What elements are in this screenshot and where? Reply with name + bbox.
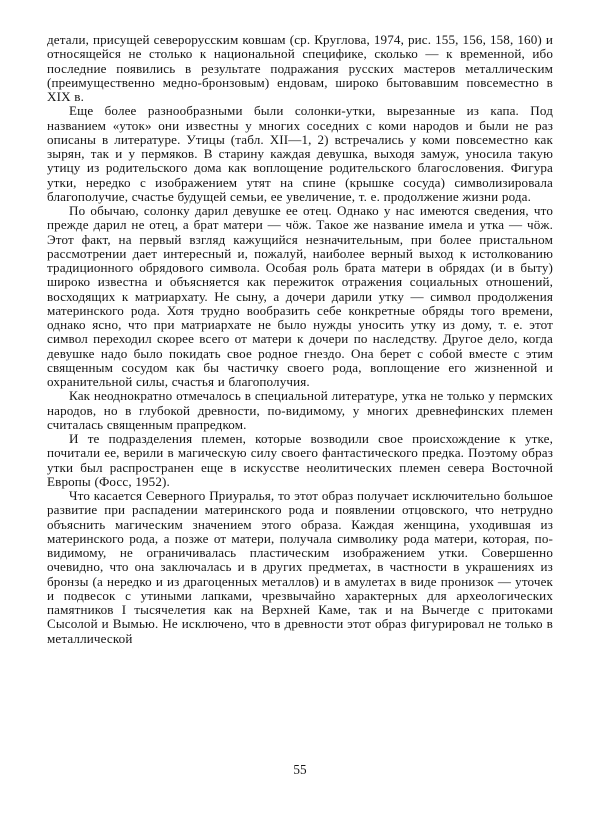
page-text-block bbox=[47, 33, 553, 646]
paragraph-2: Еще более разнообразными были солонки-утки, вырезанные из капа. Под названием «уток» они известны у многих соседних с коми народов и были не раз описаны в литературе. Утицы (табл. XII—1, 2) встречались у коми повсеместно как зырян, так и у пермяков. В старину каждая девушка, выходя замуж, уносила такую утицу из родительского дома как воплощение родительского благословения. Фигура утки, нередко с изображением утят на спине (крышке сосуда) символизировала благополучие, счастье будущей семьи, ее увеличение, т. е. продолжение жизни рода. bbox=[47, 103, 553, 204]
paragraph-1: детали, присущей северорусским ковшам (ср. Круглова, 1974, рис. 155, 156, 158, 160) и относящейся не столько к национальной специфике, сколько — к временной, ибо последние появились в результате подражания русских мастеров металлическим (преимущественно медно-бронзовым) ендовам, широко бытовавшим повсеместно в XIX в. bbox=[47, 32, 553, 104]
paragraph-5: И те подразделения племен, которые возводили свое происхождение к утке, почитали ее, верили в магическую силу своего фантастического предка. Поэтому образ утки был распространен еще в искусстве неолитических племен севера Восточной Европы (Фосс, 1952). bbox=[47, 431, 553, 489]
page-number: 55 bbox=[293, 762, 307, 777]
paragraph-3: По обычаю, солонку дарил девушке ее отец. Однако у нас имеются сведения, что прежде дарил не отец, а брат матери — чӧж. Такое же название имела и утка — чӧж. Этот факт, на первый взгляд кажущийся незначительным, при более пристальном рассмотрении дает интересный и, пожалуй, наиболее верный выход к истолкованию традиционного обрядового символа. Особая роль брата матери в обрядах (и в быту) широко известна и объясняется как пережиток отражения социальных отношений, восходящих к матриархату. Не сыну, а дочери дарили утку — символ продолжения материнского рода. Хотя трудно вообразить себе конкретные обряды того времени, однако ясно, что при матриархате не было нужды уносить утку из дому, т. е. этот символ переходил скорее всего от матери к дочери по наследству. Другое дело, когда девушке надо было покидать свое родное гнездо. Она берет с собой вместе с этим священным сосудом как бы частичку своего рода, воплощение его жизненной и охранительной силы, счастья и благополучия. bbox=[47, 203, 553, 389]
paragraph-6: Что касается Северного Приуралья, то этот образ получает исключительно большое развитие при распадении материнского рода и появлении отцовского, что нетрудно объяснить магическим значением этого образа. Каждая женщина, уходившая из материнского рода, а позже от матери, получала символику рода матери, которая, по-видимому, не ограничивалась пластическим изображением утки. Совершенно очевидно, что она заключалась и в других предметах, в частности в украшениях из бронзы (а нередко и из драгоценных металлов) и в амулетах в виде пронизок — уточек и подвесок с утиными лапками, чрезвычайно характерных для археологических памятников I тысячелетия как на Верхней Каме, так и на Вычегде с притоками Сысолой и Вымью. Не исключено, что в древности этот образ фигурировал не только в металлической bbox=[47, 488, 553, 646]
paragraph-4: Как неоднократно отмечалось в специальной литературе, утка не только у пермских народов, но в глубокой древности, по-видимому, у многих древнефинских племен считалась священным прапредком. bbox=[47, 388, 553, 432]
